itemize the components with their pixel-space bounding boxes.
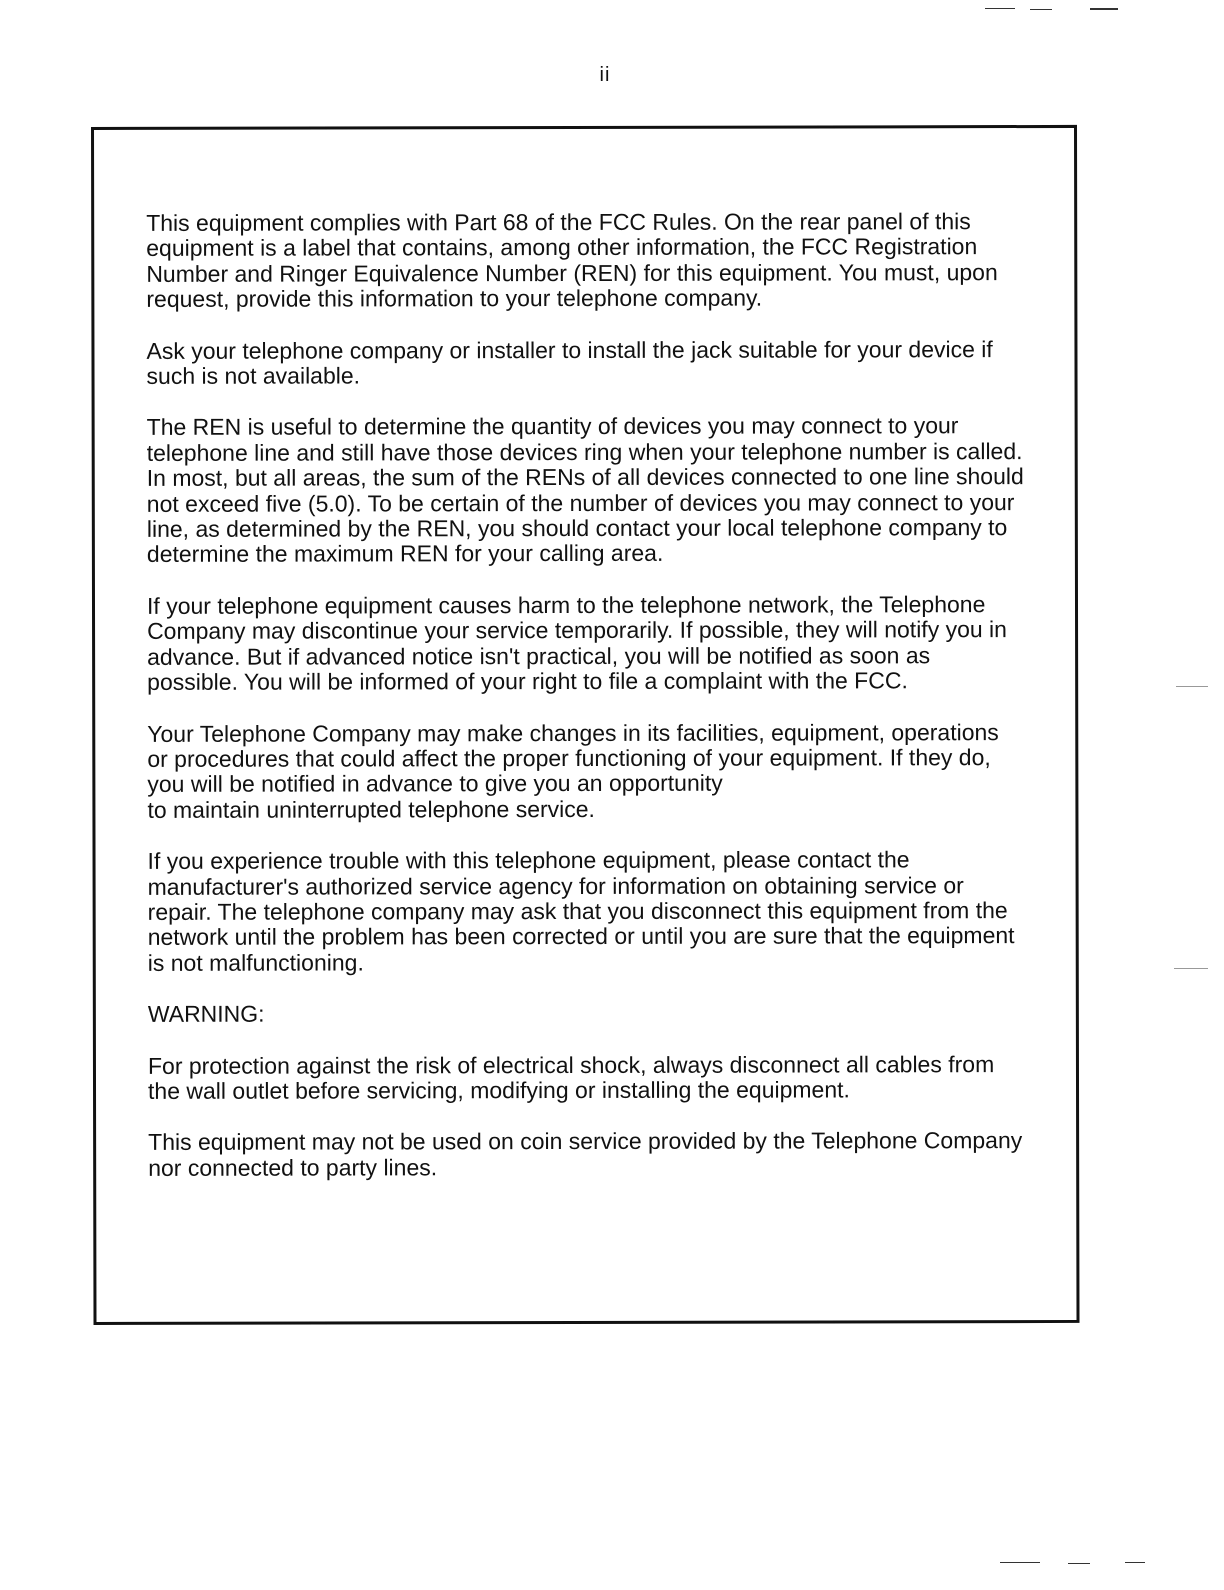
text-line: is not malfunctioning. [147,949,364,976]
paragraph-facility-changes [147,719,1047,823]
text-line: WARNING: [147,1000,265,1028]
text-line: In most, but all areas, the sum of the RENs of all devices connected to one line should [146,463,1024,492]
text-line: Ask your telephone company or installer to install the jack suitable for your device if [146,335,993,364]
text-line: request, provide this information to your telephone company. [146,284,763,313]
scan-artifact [1068,1563,1090,1564]
text-line: If you experience trouble with this telephone equipment, please contact the [147,846,910,875]
fcc-notice-text [146,209,1048,1207]
scan-artifact [1125,1562,1145,1563]
text-line: For protection against the risk of electrical shock, always disconnect all cables from [147,1050,995,1079]
text-line: telephone line and still have those devices ring when your telephone number is called. [146,437,1023,466]
text-line: This equipment complies with Part 68 of the FCC Rules. On the rear panel of this [146,208,971,236]
paragraph-fcc-compliance [146,209,1046,313]
scan-artifact [1176,686,1208,687]
paragraph-trouble [148,847,1048,976]
paragraph-jack-install [146,337,1046,390]
paragraph-coin-service [148,1128,1048,1181]
text-line: This equipment may not be used on coin service provided by the Telephone Company [148,1127,1023,1156]
scan-artifact [985,8,1015,9]
text-line: If your telephone equipment causes harm to the telephone network, the Telephone [146,591,986,619]
scan-artifact [1090,8,1118,10]
text-line: nor connected to party lines. [148,1154,438,1181]
page-number: ii [599,64,611,86]
text-line: such is not available. [146,362,361,389]
text-line: the wall outlet before servicing, modifying or installing the equipment. [147,1076,850,1104]
text-line: network until the problem has been corrected or until you are sure that the equipment [147,922,1015,951]
warning-heading [148,1000,1048,1027]
text-line: to maintain uninterrupted telephone service. [147,795,595,823]
paragraph-network-harm [147,592,1047,696]
paragraph-electrical-shock [148,1052,1048,1105]
scan-artifact [1000,1562,1040,1563]
text-line: possible. You will be informed of your right to file a complaint with the FCC. [147,667,908,695]
text-line: not exceed five (5.0). To be certain of the number of devices you may connect to your [146,488,1015,517]
paragraph-ren [147,413,1047,567]
text-line: advance. But if advanced notice isn't practical, you will be notified as soon as [147,641,931,670]
text-line: Company may discontinue your service temporarily. If possible, they will notify you in [147,616,1007,645]
text-line: determine the maximum REN for your calling area. [146,540,664,568]
text-line: repair. The telephone company may ask that you disconnect this equipment from the [147,897,1008,925]
text-line: line, as determined by the REN, you should contact your local telephone company to [146,514,1008,542]
scan-artifact [1174,968,1208,969]
text-line: or procedures that could affect the proper functioning of your equipment. If they do, [147,744,991,772]
text-line: Your Telephone Company may make changes in its facilities, equipment, operations [147,718,999,747]
text-line: Number and Ringer Equivalence Number (REN) for this equipment. You must, upon [146,258,998,287]
text-line: The REN is useful to determine the quantity of devices you may connect to your [146,412,959,441]
text-line: equipment is a label that contains, among other information, the FCC Registration [146,233,978,262]
fcc-notice-box [91,125,1080,1325]
text-line: manufacturer's authorized service agency for information on obtaining service or [147,871,964,900]
text-line: you will be notified in advance to give you an opportunity [147,769,723,798]
scan-artifact [1030,9,1052,10]
